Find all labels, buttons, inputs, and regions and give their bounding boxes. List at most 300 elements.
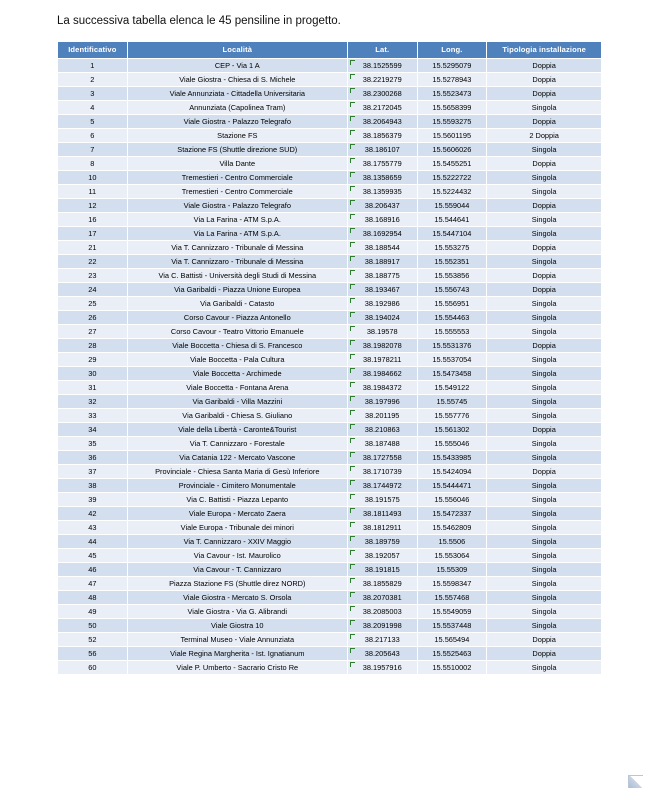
cell-identificativo: 46 bbox=[58, 562, 128, 576]
cell-tipologia: Singola bbox=[487, 352, 602, 366]
number-error-marker-icon bbox=[350, 466, 355, 471]
cell-lat bbox=[347, 632, 417, 646]
table-row bbox=[58, 590, 602, 604]
cell-localita: Viale Giostra 10 bbox=[127, 618, 347, 632]
cell-text: 38.2172045 bbox=[362, 102, 402, 112]
cell-text: 38.1710739 bbox=[362, 466, 402, 476]
cell-localita: Viale Boccetta - Archimede bbox=[127, 366, 347, 380]
cell-text: 38.188775 bbox=[364, 270, 400, 280]
cell-long: 15.5593275 bbox=[417, 114, 487, 128]
cell-localita: Corso Cavour - Teatro Vittorio Emanuele bbox=[127, 324, 347, 338]
cell-long: 15.5462809 bbox=[417, 520, 487, 534]
cell-lat bbox=[347, 352, 417, 366]
cell-text: 38.187488 bbox=[364, 438, 400, 448]
cell-tipologia: Singola bbox=[487, 618, 602, 632]
cell-localita: Terminal Museo - Viale Annunziata bbox=[127, 632, 347, 646]
cell-tipologia: Singola bbox=[487, 562, 602, 576]
cell-tipologia: Singola bbox=[487, 366, 602, 380]
cell-tipologia: Singola bbox=[487, 170, 602, 184]
cell-localita: Viale Regina Margherita - Ist. Ignatianum bbox=[127, 646, 347, 660]
cell-long: 15.555553 bbox=[417, 324, 487, 338]
cell-lat bbox=[347, 478, 417, 492]
table-row bbox=[58, 632, 602, 646]
cell-lat bbox=[347, 324, 417, 338]
cell-localita: Via Garibaldi - Piazza Unione Europea bbox=[127, 282, 347, 296]
column-header-localita: Località bbox=[127, 41, 347, 58]
cell-identificativo: 47 bbox=[58, 576, 128, 590]
cell-lat bbox=[347, 100, 417, 114]
cell-lat bbox=[347, 534, 417, 548]
cell-text: 38.189759 bbox=[364, 536, 400, 546]
cell-lat bbox=[347, 184, 417, 198]
column-header-long: Long. bbox=[417, 41, 487, 58]
cell-text: 38.194024 bbox=[364, 312, 400, 322]
cell-tipologia: Singola bbox=[487, 506, 602, 520]
cell-long: 15.5444471 bbox=[417, 478, 487, 492]
cell-identificativo: 49 bbox=[58, 604, 128, 618]
number-error-marker-icon bbox=[350, 214, 355, 219]
cell-lat bbox=[347, 240, 417, 254]
cell-text: 38.2070381 bbox=[362, 592, 402, 602]
cell-lat bbox=[347, 548, 417, 562]
cell-localita: Provinciale - Chiesa Santa Maria di Gesù Inferiore bbox=[127, 464, 347, 478]
cell-tipologia: Singola bbox=[487, 226, 602, 240]
table-row bbox=[58, 310, 602, 324]
cell-identificativo: 5 bbox=[58, 114, 128, 128]
cell-identificativo: 24 bbox=[58, 282, 128, 296]
cell-long: 15.554463 bbox=[417, 310, 487, 324]
cell-text: 38.1811493 bbox=[362, 508, 402, 518]
cell-long: 15.5447104 bbox=[417, 226, 487, 240]
cell-long: 15.5510002 bbox=[417, 660, 487, 674]
cell-lat bbox=[347, 226, 417, 240]
cell-localita: Villa Dante bbox=[127, 156, 347, 170]
cell-lat bbox=[347, 198, 417, 212]
cell-text: 38.1856379 bbox=[362, 130, 402, 140]
number-error-marker-icon bbox=[350, 340, 355, 345]
cell-text: 38.2091998 bbox=[362, 620, 402, 630]
table-row bbox=[58, 86, 602, 100]
number-error-marker-icon bbox=[350, 368, 355, 373]
cell-localita: Via T. Cannizzaro - Tribunale di Messina bbox=[127, 240, 347, 254]
cell-lat bbox=[347, 506, 417, 520]
cell-localita: Via Garibaldi - Catasto bbox=[127, 296, 347, 310]
page-corner-fold bbox=[628, 775, 643, 788]
cell-text: 38.206437 bbox=[364, 200, 400, 210]
cell-localita: CEP - Via 1 A bbox=[127, 58, 347, 72]
cell-localita: Viale Boccetta - Chiesa di S. Francesco bbox=[127, 338, 347, 352]
cell-long: 15.55745 bbox=[417, 394, 487, 408]
cell-identificativo: 45 bbox=[58, 548, 128, 562]
table-row bbox=[58, 114, 602, 128]
cell-identificativo: 38 bbox=[58, 478, 128, 492]
cell-text: 38.1984372 bbox=[362, 382, 402, 392]
number-error-marker-icon bbox=[350, 102, 355, 107]
cell-identificativo: 6 bbox=[58, 128, 128, 142]
cell-text: 38.1692954 bbox=[362, 228, 402, 238]
cell-identificativo: 16 bbox=[58, 212, 128, 226]
cell-long: 15.544641 bbox=[417, 212, 487, 226]
cell-lat bbox=[347, 436, 417, 450]
cell-long: 15.5606026 bbox=[417, 142, 487, 156]
table-row bbox=[58, 422, 602, 436]
cell-text: 38.1727558 bbox=[362, 452, 402, 462]
cell-identificativo: 50 bbox=[58, 618, 128, 632]
cell-long: 15.5537448 bbox=[417, 618, 487, 632]
cell-long: 15.5472337 bbox=[417, 506, 487, 520]
number-error-marker-icon bbox=[350, 550, 355, 555]
number-error-marker-icon bbox=[350, 396, 355, 401]
number-error-marker-icon bbox=[350, 354, 355, 359]
cell-tipologia: Singola bbox=[487, 548, 602, 562]
table-row bbox=[58, 548, 602, 562]
cell-identificativo: 34 bbox=[58, 422, 128, 436]
table-row bbox=[58, 534, 602, 548]
number-error-marker-icon bbox=[350, 144, 355, 149]
cell-lat bbox=[347, 170, 417, 184]
number-error-marker-icon bbox=[350, 242, 355, 247]
cell-text: 38.191575 bbox=[364, 494, 400, 504]
cell-text: 38.188917 bbox=[364, 256, 400, 266]
number-error-marker-icon bbox=[350, 228, 355, 233]
cell-tipologia: Singola bbox=[487, 478, 602, 492]
cell-identificativo: 27 bbox=[58, 324, 128, 338]
cell-localita: Via Cavour - Ist. Maurolico bbox=[127, 548, 347, 562]
cell-localita: Viale Europa - Tribunale dei minori bbox=[127, 520, 347, 534]
cell-long: 15.561302 bbox=[417, 422, 487, 436]
table-header-row bbox=[58, 41, 602, 58]
cell-text: 38.191815 bbox=[364, 564, 400, 574]
cell-identificativo: 43 bbox=[58, 520, 128, 534]
cell-text: 38.1855829 bbox=[362, 578, 402, 588]
cell-localita: Via T. Cannizzaro - XXIV Maggio bbox=[127, 534, 347, 548]
cell-identificativo: 60 bbox=[58, 660, 128, 674]
table-row bbox=[58, 408, 602, 422]
table-row bbox=[58, 296, 602, 310]
cell-localita: Viale Giostra - Palazzo Telegrafo bbox=[127, 198, 347, 212]
cell-tipologia: Doppia bbox=[487, 422, 602, 436]
cell-long: 15.5424094 bbox=[417, 464, 487, 478]
cell-identificativo: 11 bbox=[58, 184, 128, 198]
cell-identificativo: 30 bbox=[58, 366, 128, 380]
cell-identificativo: 23 bbox=[58, 268, 128, 282]
cell-localita: Viale Giostra - Via G. Alibrandi bbox=[127, 604, 347, 618]
cell-localita: Viale Annunziata - Cittadella Universitaria bbox=[127, 86, 347, 100]
cell-localita: Via C. Battisti - Università degli Studi di Messina bbox=[127, 268, 347, 282]
table-row bbox=[58, 506, 602, 520]
number-error-marker-icon bbox=[350, 606, 355, 611]
cell-identificativo: 12 bbox=[58, 198, 128, 212]
cell-lat bbox=[347, 408, 417, 422]
cell-identificativo: 28 bbox=[58, 338, 128, 352]
cell-lat bbox=[347, 128, 417, 142]
table-row bbox=[58, 450, 602, 464]
cell-tipologia: Singola bbox=[487, 436, 602, 450]
table-row bbox=[58, 464, 602, 478]
cell-identificativo: 21 bbox=[58, 240, 128, 254]
number-error-marker-icon bbox=[350, 494, 355, 499]
cell-text: 38.210863 bbox=[364, 424, 400, 434]
cell-lat bbox=[347, 114, 417, 128]
cell-localita: Via T. Cannizzaro - Tribunale di Messina bbox=[127, 254, 347, 268]
number-error-marker-icon bbox=[350, 298, 355, 303]
cell-localita: Tremestieri - Centro Commerciale bbox=[127, 184, 347, 198]
cell-localita: Viale Boccetta - Pala Cultura bbox=[127, 352, 347, 366]
cell-lat bbox=[347, 142, 417, 156]
cell-localita: Via Cavour - T. Cannizzaro bbox=[127, 562, 347, 576]
cell-text: 38.1812911 bbox=[362, 522, 402, 532]
cell-tipologia: Doppia bbox=[487, 464, 602, 478]
cell-localita: Viale Europa - Mercato Zaera bbox=[127, 506, 347, 520]
cell-lat bbox=[347, 520, 417, 534]
cell-lat bbox=[347, 562, 417, 576]
cell-text: 38.1525599 bbox=[362, 60, 402, 70]
cell-tipologia: Singola bbox=[487, 100, 602, 114]
cell-lat bbox=[347, 380, 417, 394]
number-error-marker-icon bbox=[350, 186, 355, 191]
cell-text: 38.197996 bbox=[364, 396, 400, 406]
cell-text: 38.1957916 bbox=[362, 662, 402, 672]
cell-tipologia: Singola bbox=[487, 254, 602, 268]
number-error-marker-icon bbox=[350, 284, 355, 289]
number-error-marker-icon bbox=[350, 270, 355, 275]
table-row bbox=[58, 352, 602, 366]
cell-tipologia: Singola bbox=[487, 296, 602, 310]
cell-tipologia: 2 Doppia bbox=[487, 128, 602, 142]
cell-localita: Via Garibaldi - Chiesa S. Giuliano bbox=[127, 408, 347, 422]
cell-text: 38.2300268 bbox=[362, 88, 402, 98]
cell-tipologia: Singola bbox=[487, 534, 602, 548]
number-error-marker-icon bbox=[350, 634, 355, 639]
cell-lat bbox=[347, 58, 417, 72]
cell-tipologia: Doppia bbox=[487, 240, 602, 254]
cell-long: 15.5473458 bbox=[417, 366, 487, 380]
cell-localita: Tremestieri - Centro Commerciale bbox=[127, 170, 347, 184]
number-error-marker-icon bbox=[350, 326, 355, 331]
number-error-marker-icon bbox=[350, 620, 355, 625]
cell-localita: Via La Farina - ATM S.p.A. bbox=[127, 212, 347, 226]
cell-text: 38.1978211 bbox=[362, 354, 402, 364]
cell-identificativo: 42 bbox=[58, 506, 128, 520]
column-header-identificativo: Identificativo bbox=[58, 41, 128, 58]
table-row bbox=[58, 394, 602, 408]
cell-lat bbox=[347, 268, 417, 282]
cell-lat bbox=[347, 660, 417, 674]
table-row bbox=[58, 128, 602, 142]
cell-lat bbox=[347, 254, 417, 268]
number-error-marker-icon bbox=[350, 564, 355, 569]
cell-lat bbox=[347, 394, 417, 408]
cell-text: 38.205643 bbox=[364, 648, 400, 658]
table-row bbox=[58, 212, 602, 226]
cell-identificativo: 8 bbox=[58, 156, 128, 170]
cell-lat bbox=[347, 590, 417, 604]
cell-tipologia: Singola bbox=[487, 184, 602, 198]
cell-long: 15.5531376 bbox=[417, 338, 487, 352]
cell-tipologia: Doppia bbox=[487, 632, 602, 646]
cell-tipologia: Singola bbox=[487, 520, 602, 534]
number-error-marker-icon bbox=[350, 172, 355, 177]
table-row bbox=[58, 618, 602, 632]
cell-identificativo: 1 bbox=[58, 58, 128, 72]
cell-tipologia: Doppia bbox=[487, 338, 602, 352]
cell-long: 15.5278943 bbox=[417, 72, 487, 86]
table-row bbox=[58, 268, 602, 282]
number-error-marker-icon bbox=[350, 256, 355, 261]
cell-text: 38.188544 bbox=[364, 242, 400, 252]
cell-long: 15.55309 bbox=[417, 562, 487, 576]
cell-identificativo: 44 bbox=[58, 534, 128, 548]
number-error-marker-icon bbox=[350, 424, 355, 429]
table-row bbox=[58, 170, 602, 184]
cell-tipologia: Singola bbox=[487, 450, 602, 464]
number-error-marker-icon bbox=[350, 60, 355, 65]
cell-tipologia: Singola bbox=[487, 380, 602, 394]
column-header-tipologia: Tipologia installazione bbox=[487, 41, 602, 58]
cell-identificativo: 52 bbox=[58, 632, 128, 646]
number-error-marker-icon bbox=[350, 158, 355, 163]
cell-localita: Corso Cavour - Piazza Antonello bbox=[127, 310, 347, 324]
cell-long: 15.5224432 bbox=[417, 184, 487, 198]
cell-localita: Provinciale - Cimitero Monumentale bbox=[127, 478, 347, 492]
cell-tipologia: Doppia bbox=[487, 156, 602, 170]
cell-long: 15.5658399 bbox=[417, 100, 487, 114]
pensiline-table-container bbox=[57, 41, 602, 675]
cell-localita: Piazza Stazione FS (Shuttle direz NORD) bbox=[127, 576, 347, 590]
cell-localita: Viale della Libertà - Caronte&Tourist bbox=[127, 422, 347, 436]
cell-text: 38.1984662 bbox=[362, 368, 402, 378]
cell-identificativo: 31 bbox=[58, 380, 128, 394]
cell-text: 38.168916 bbox=[364, 214, 400, 224]
number-error-marker-icon bbox=[350, 508, 355, 513]
cell-lat bbox=[347, 576, 417, 590]
cell-identificativo: 26 bbox=[58, 310, 128, 324]
cell-text: 38.1359935 bbox=[362, 186, 402, 196]
cell-localita: Stazione FS bbox=[127, 128, 347, 142]
cell-long: 15.5525463 bbox=[417, 646, 487, 660]
cell-text: 38.1358659 bbox=[362, 172, 402, 182]
column-header-lat: Lat. bbox=[347, 41, 417, 58]
table-row bbox=[58, 366, 602, 380]
cell-localita: Viale P. Umberto - Sacrario Cristo Re bbox=[127, 660, 347, 674]
cell-text: 38.186107 bbox=[364, 144, 400, 154]
cell-tipologia: Singola bbox=[487, 324, 602, 338]
cell-lat bbox=[347, 156, 417, 170]
cell-identificativo: 33 bbox=[58, 408, 128, 422]
cell-long: 15.5549059 bbox=[417, 604, 487, 618]
table-row bbox=[58, 576, 602, 590]
cell-text: 38.1755779 bbox=[362, 158, 402, 168]
number-error-marker-icon bbox=[350, 312, 355, 317]
cell-identificativo: 4 bbox=[58, 100, 128, 114]
table-row bbox=[58, 324, 602, 338]
cell-identificativo: 3 bbox=[58, 86, 128, 100]
cell-long: 15.557468 bbox=[417, 590, 487, 604]
cell-lat bbox=[347, 86, 417, 100]
pensiline-table bbox=[57, 41, 602, 675]
cell-long: 15.5222722 bbox=[417, 170, 487, 184]
cell-tipologia: Singola bbox=[487, 212, 602, 226]
cell-localita: Via Garibaldi - Villa Mazzini bbox=[127, 394, 347, 408]
cell-long: 15.5523473 bbox=[417, 86, 487, 100]
cell-identificativo: 10 bbox=[58, 170, 128, 184]
cell-tipologia: Doppia bbox=[487, 86, 602, 100]
table-row bbox=[58, 100, 602, 114]
cell-identificativo: 48 bbox=[58, 590, 128, 604]
cell-long: 15.555046 bbox=[417, 436, 487, 450]
table-row bbox=[58, 72, 602, 86]
cell-lat bbox=[347, 492, 417, 506]
number-error-marker-icon bbox=[350, 410, 355, 415]
table-row bbox=[58, 226, 602, 240]
cell-identificativo: 39 bbox=[58, 492, 128, 506]
cell-lat bbox=[347, 450, 417, 464]
number-error-marker-icon bbox=[350, 648, 355, 653]
number-error-marker-icon bbox=[350, 522, 355, 527]
cell-long: 15.5601195 bbox=[417, 128, 487, 142]
number-error-marker-icon bbox=[350, 592, 355, 597]
cell-identificativo: 22 bbox=[58, 254, 128, 268]
cell-long: 15.553064 bbox=[417, 548, 487, 562]
cell-text: 38.2064943 bbox=[362, 116, 402, 126]
intro-paragraph: La successiva tabella elenca le 45 pensiline in progetto. bbox=[57, 15, 341, 27]
table-row bbox=[58, 142, 602, 156]
cell-text: 38.192986 bbox=[364, 298, 400, 308]
cell-text: 38.1982078 bbox=[362, 340, 402, 350]
number-error-marker-icon bbox=[350, 536, 355, 541]
cell-tipologia: Doppia bbox=[487, 646, 602, 660]
table-row bbox=[58, 282, 602, 296]
table-row bbox=[58, 254, 602, 268]
cell-lat bbox=[347, 338, 417, 352]
cell-tipologia: Singola bbox=[487, 576, 602, 590]
cell-tipologia: Singola bbox=[487, 604, 602, 618]
table-row bbox=[58, 198, 602, 212]
cell-tipologia: Singola bbox=[487, 310, 602, 324]
cell-identificativo: 7 bbox=[58, 142, 128, 156]
cell-text: 38.192057 bbox=[364, 550, 400, 560]
cell-lat bbox=[347, 464, 417, 478]
cell-identificativo: 2 bbox=[58, 72, 128, 86]
cell-localita: Via Catania 122 - Mercato Vascone bbox=[127, 450, 347, 464]
cell-localita: Viale Giostra - Mercato S. Orsola bbox=[127, 590, 347, 604]
cell-localita: Viale Giostra - Chiesa di S. Michele bbox=[127, 72, 347, 86]
number-error-marker-icon bbox=[350, 662, 355, 667]
cell-identificativo: 35 bbox=[58, 436, 128, 450]
cell-tipologia: Singola bbox=[487, 492, 602, 506]
cell-long: 15.556743 bbox=[417, 282, 487, 296]
cell-localita: Via T. Cannizzaro - Forestale bbox=[127, 436, 347, 450]
cell-long: 15.556951 bbox=[417, 296, 487, 310]
table-row bbox=[58, 660, 602, 674]
cell-lat bbox=[347, 422, 417, 436]
cell-text: 38.19578 bbox=[366, 326, 398, 336]
cell-identificativo: 37 bbox=[58, 464, 128, 478]
cell-long: 15.549122 bbox=[417, 380, 487, 394]
number-error-marker-icon bbox=[350, 452, 355, 457]
cell-long: 15.5455251 bbox=[417, 156, 487, 170]
table-row bbox=[58, 604, 602, 618]
cell-long: 15.557776 bbox=[417, 408, 487, 422]
cell-lat bbox=[347, 296, 417, 310]
cell-identificativo: 56 bbox=[58, 646, 128, 660]
table-row bbox=[58, 646, 602, 660]
number-error-marker-icon bbox=[350, 74, 355, 79]
cell-localita: Via La Farina - ATM S.p.A. bbox=[127, 226, 347, 240]
table-row bbox=[58, 380, 602, 394]
cell-lat bbox=[347, 366, 417, 380]
cell-localita: Viale Giostra - Palazzo Telegrafo bbox=[127, 114, 347, 128]
